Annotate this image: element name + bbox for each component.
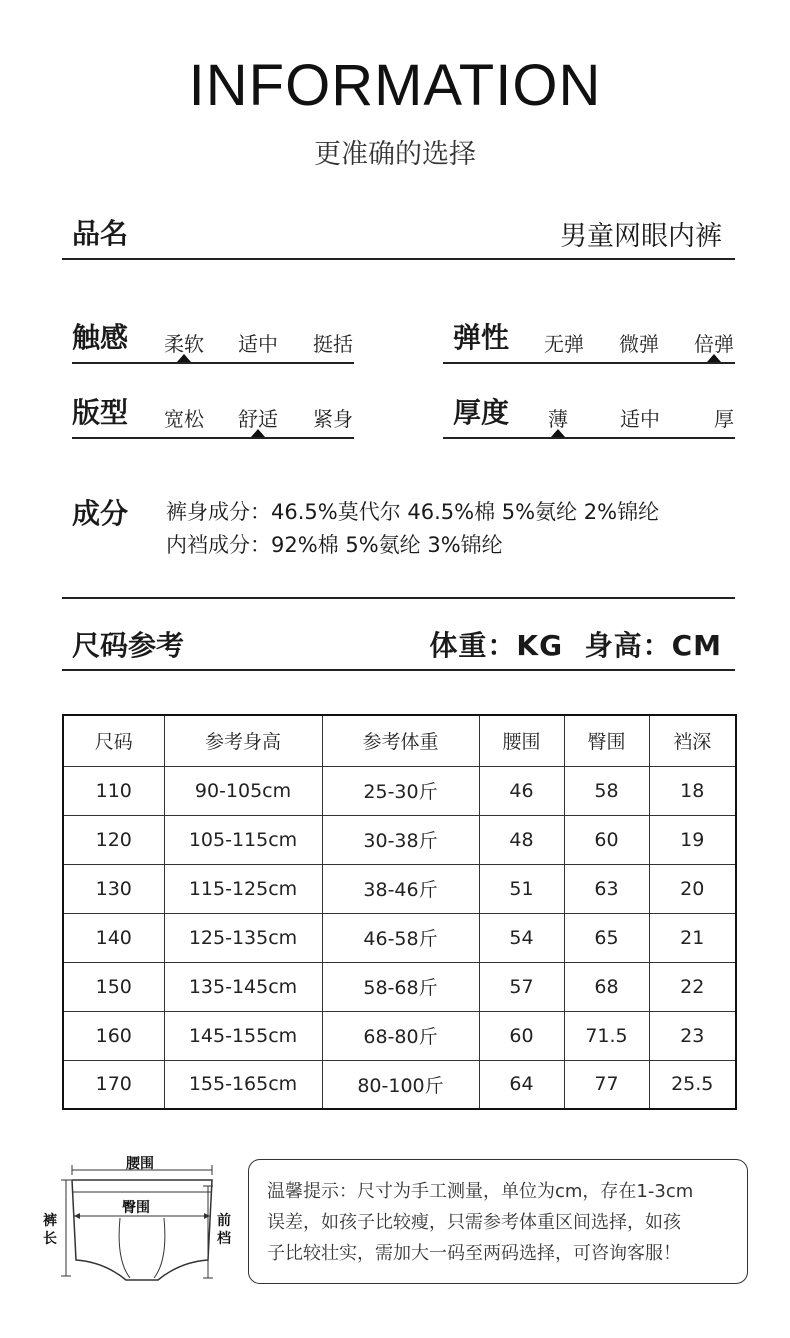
attr-fit-option: 舒适 bbox=[238, 407, 278, 431]
table-cell: 160 bbox=[63, 1011, 164, 1060]
table-cell: 80-100斤 bbox=[322, 1060, 479, 1109]
table-cell: 105-115cm bbox=[164, 815, 322, 864]
table-cell: 155-165cm bbox=[164, 1060, 322, 1109]
attr-elasticity-option: 倍弹 bbox=[694, 332, 734, 356]
table-cell: 150 bbox=[63, 962, 164, 1011]
table-row bbox=[63, 864, 736, 913]
attr-thickness-marker bbox=[551, 429, 565, 437]
size-top-divider bbox=[62, 597, 735, 599]
table-row bbox=[63, 1060, 736, 1109]
size-table bbox=[62, 714, 737, 1110]
attr-fit-marker bbox=[251, 429, 265, 437]
table-cell: 58-68斤 bbox=[322, 962, 479, 1011]
table-cell: 135-145cm bbox=[164, 962, 322, 1011]
attr-thickness-option: 厚 bbox=[714, 407, 734, 431]
table-cell: 90-105cm bbox=[164, 766, 322, 815]
attr-thickness-option: 适中 bbox=[620, 407, 660, 431]
table-cell: 48 bbox=[479, 815, 564, 864]
tip-line: 温馨提示：尺寸为手工测量，单位为cm，存在1-3cm bbox=[267, 1181, 694, 1202]
diagram-length-label-top: 裤 bbox=[43, 1213, 57, 1229]
attr-elasticity-line bbox=[443, 362, 735, 364]
table-cell: 63 bbox=[564, 864, 649, 913]
product-divider bbox=[62, 258, 735, 260]
table-row bbox=[63, 1011, 736, 1060]
attr-touch-marker bbox=[177, 354, 191, 362]
table-cell: 19 bbox=[649, 815, 736, 864]
table-cell: 38-46斤 bbox=[322, 864, 479, 913]
table-cell: 20 bbox=[649, 864, 736, 913]
table-cell: 65 bbox=[564, 913, 649, 962]
table-cell: 125-135cm bbox=[164, 913, 322, 962]
attr-thickness-line bbox=[443, 437, 735, 439]
attr-touch-line bbox=[72, 362, 354, 364]
table-header-row bbox=[63, 715, 736, 766]
table-cell: 120 bbox=[63, 815, 164, 864]
diagram-crotch-label-bottom: 档 bbox=[217, 1231, 231, 1247]
table-cell: 60 bbox=[564, 815, 649, 864]
size-section-label: 尺码参考 bbox=[72, 629, 185, 662]
size-bottom-divider bbox=[62, 669, 735, 671]
table-row bbox=[63, 766, 736, 815]
attr-fit bbox=[72, 391, 354, 441]
tip-box bbox=[248, 1159, 748, 1284]
attr-touch-option: 柔软 bbox=[164, 332, 204, 356]
table-cell: 64 bbox=[479, 1060, 564, 1109]
attr-thickness bbox=[453, 391, 735, 441]
attr-elasticity-option: 微弹 bbox=[619, 332, 659, 356]
diagram-crotch-label-top: 前 bbox=[217, 1213, 231, 1229]
diagram-length-label-bottom: 长 bbox=[43, 1231, 57, 1247]
table-cell: 18 bbox=[649, 766, 736, 815]
page-title: INFORMATION bbox=[188, 53, 602, 118]
table-cell: 68-80斤 bbox=[322, 1011, 479, 1060]
size-section-units: 体重：KG 身高：CM bbox=[429, 629, 722, 662]
page-subtitle: 更准确的选择 bbox=[314, 139, 476, 170]
table-row bbox=[63, 962, 736, 1011]
attr-elasticity-option: 无弹 bbox=[544, 332, 584, 356]
table-cell: 145-155cm bbox=[164, 1011, 322, 1060]
attr-fit-line bbox=[72, 437, 354, 439]
table-cell: 115-125cm bbox=[164, 864, 322, 913]
attr-touch-option: 挺括 bbox=[313, 332, 353, 356]
table-cell: 68 bbox=[564, 962, 649, 1011]
table-cell: 25-30斤 bbox=[322, 766, 479, 815]
table-cell: 51 bbox=[479, 864, 564, 913]
diagram-waist-label: 腰围 bbox=[126, 1156, 154, 1172]
attr-elasticity-marker bbox=[707, 354, 721, 362]
table-cell: 130 bbox=[63, 864, 164, 913]
table-cell: 110 bbox=[63, 766, 164, 815]
table-cell: 30-38斤 bbox=[322, 815, 479, 864]
table-row bbox=[63, 815, 736, 864]
table-cell: 71.5 bbox=[564, 1011, 649, 1060]
table-cell: 46-58斤 bbox=[322, 913, 479, 962]
briefs-outline-icon bbox=[72, 1180, 212, 1280]
attr-fit-option: 紧身 bbox=[313, 407, 353, 431]
table-cell: 46 bbox=[479, 766, 564, 815]
table-cell: 22 bbox=[649, 962, 736, 1011]
product-name-value: 男童网眼内裤 bbox=[560, 221, 722, 252]
composition-crotch: 内裆成分：92%棉 5%氨纶 3%锦纶 bbox=[166, 533, 503, 557]
table-cell: 25.5 bbox=[649, 1060, 736, 1109]
measurement-diagram bbox=[40, 1150, 240, 1290]
attr-fit-label: 版型 bbox=[72, 396, 129, 429]
table-header-cell: 裆深 bbox=[649, 715, 736, 766]
table-row bbox=[63, 913, 736, 962]
table-cell: 77 bbox=[564, 1060, 649, 1109]
table-header-cell: 参考体重 bbox=[322, 715, 479, 766]
table-cell: 170 bbox=[63, 1060, 164, 1109]
attr-fit-option: 宽松 bbox=[164, 407, 204, 431]
composition-label: 成分 bbox=[72, 497, 129, 530]
attr-touch bbox=[72, 316, 354, 366]
composition-body: 裤身成分：46.5%莫代尔 46.5%棉 5%氨纶 2%锦纶 bbox=[166, 500, 660, 524]
table-header-cell: 臀围 bbox=[564, 715, 649, 766]
table-cell: 140 bbox=[63, 913, 164, 962]
table-cell: 57 bbox=[479, 962, 564, 1011]
table-header-cell: 腰围 bbox=[479, 715, 564, 766]
attr-elasticity bbox=[453, 316, 735, 366]
table-cell: 58 bbox=[564, 766, 649, 815]
table-cell: 60 bbox=[479, 1011, 564, 1060]
attr-elasticity-label: 弹性 bbox=[453, 321, 510, 354]
table-cell: 21 bbox=[649, 913, 736, 962]
table-header-cell: 尺码 bbox=[63, 715, 164, 766]
table-cell: 23 bbox=[649, 1011, 736, 1060]
attr-touch-label: 触感 bbox=[72, 321, 129, 354]
table-cell: 54 bbox=[479, 913, 564, 962]
tip-line: 误差，如孩子比较瘦，只需参考体重区间选择，如孩 bbox=[267, 1212, 681, 1233]
product-name-label: 品名 bbox=[72, 217, 129, 250]
attr-thickness-option: 薄 bbox=[548, 407, 568, 431]
table-header-cell: 参考身高 bbox=[164, 715, 322, 766]
attr-touch-option: 适中 bbox=[238, 332, 278, 356]
diagram-hip-label: 臀围 bbox=[122, 1200, 150, 1216]
attr-thickness-label: 厚度 bbox=[453, 396, 510, 429]
tip-line: 子比较壮实，需加大一码至两码选择，可咨询客服！ bbox=[267, 1243, 681, 1264]
